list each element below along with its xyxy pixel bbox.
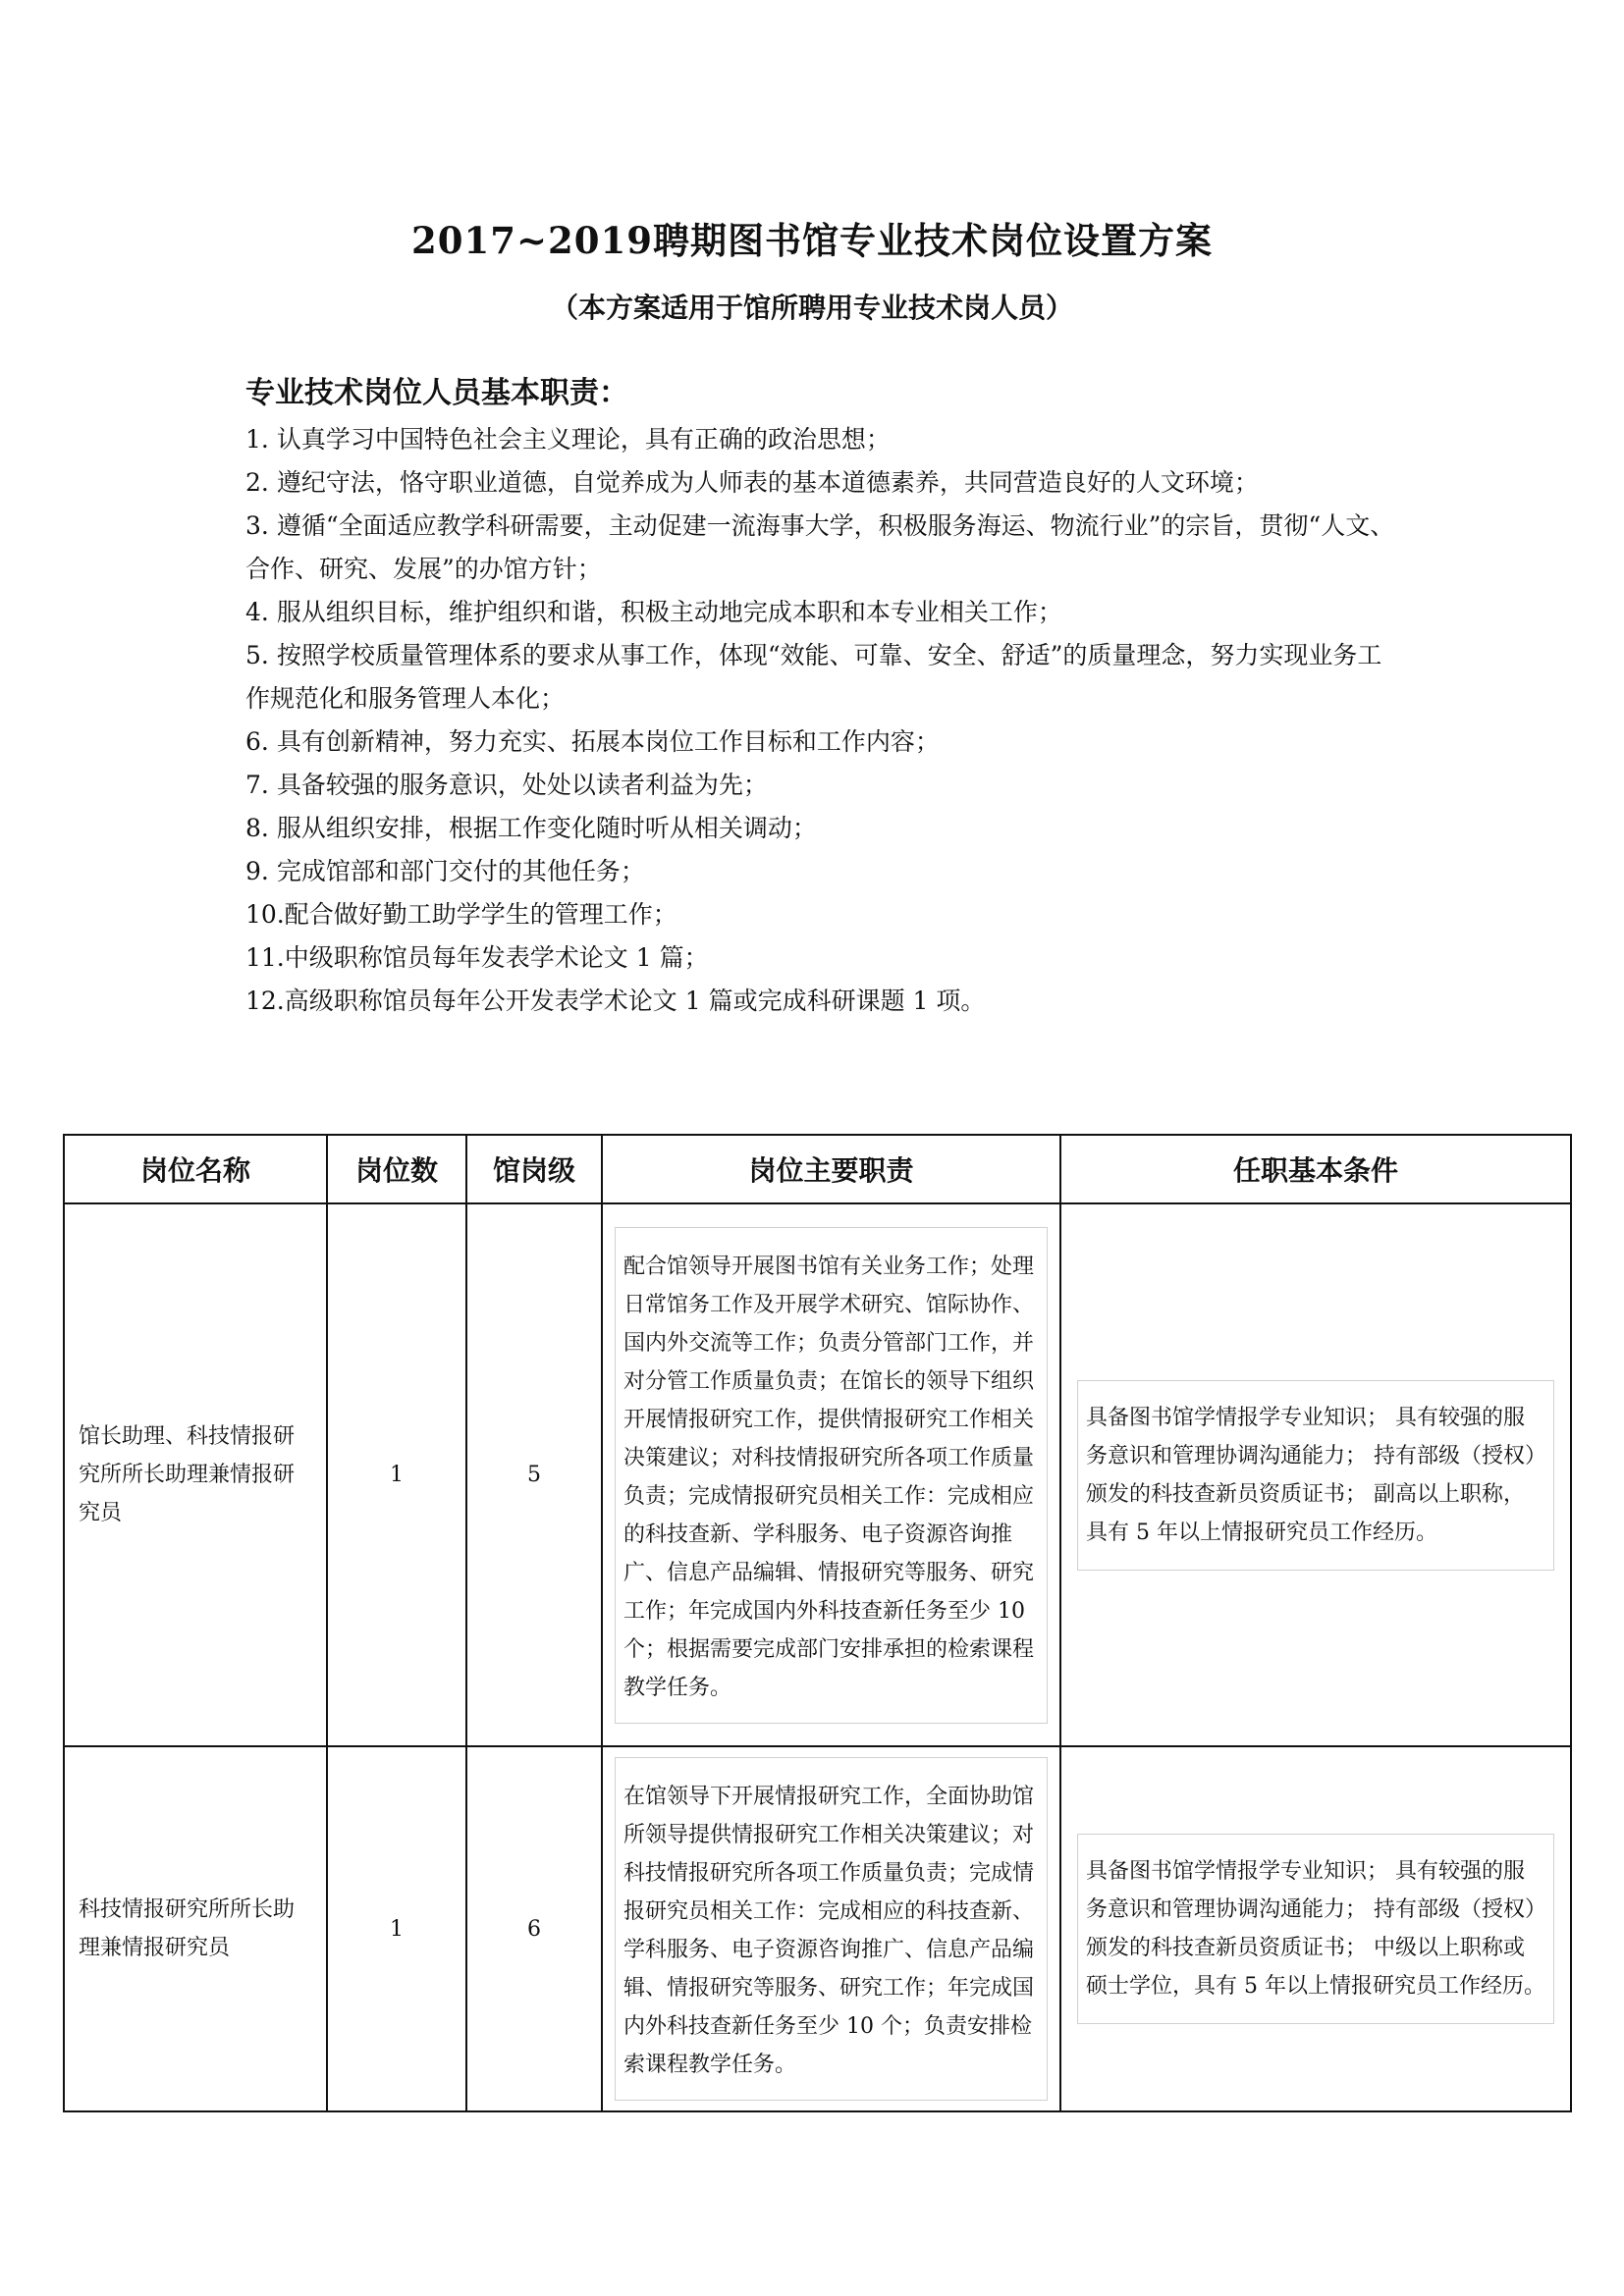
post-requirements-cell (1060, 1746, 1571, 2111)
post-grade-cell (466, 1203, 602, 1746)
duty-item (245, 980, 1404, 1023)
post-duty-cell (602, 1746, 1060, 2111)
post-count-cell (327, 1746, 466, 2111)
duty-text: 按照学校质量管理体系的要求从事工作，体现“效能、可靠、安全、舒适”的质量理念，努力实现业务工作规范化和服务管理人本化； (245, 641, 1382, 713)
duty-number: 10. (245, 900, 285, 929)
duty-text: 具备较强的服务意识，处处以读者利益为先； (276, 771, 768, 799)
duty-item (245, 850, 1404, 893)
duty-number: 7. (245, 771, 269, 799)
duty-item (245, 505, 1404, 591)
duty-item (245, 634, 1404, 721)
duty-number: 3. (245, 511, 269, 540)
duty-item (245, 418, 1404, 461)
post-requirements-text: 具备图书馆学情报学专业知识； 具有较强的服务意识和管理协调沟通能力； 持有部级（授权）颁发的科技查新员资质证书； 副高以上职称，具有 5 年以上情报研究员工作经历。 (1077, 1380, 1554, 1571)
post-duty-text: 在馆领导下开展情报研究工作，全面协助馆所领导提供情报研究工作相关决策建议；对科技情报研究所各项工作质量负责；完成情报研究员相关工作：完成相应的科技查新、学科服务、电子资源咨询推广、信息产品编辑、情报研究等服务、研究工作；年完成国内外科技查新任务至少 10 个；负责安排检索课程教学任务。 (615, 1757, 1048, 2101)
duty-text: 配合做好勤工助学学生的管理工作； (284, 900, 677, 929)
table-header-row (64, 1135, 1571, 1203)
duty-item (245, 721, 1404, 764)
post-grade-cell (466, 1746, 602, 2111)
duty-text: 遵循“全面适应教学科研需要，主动促建一流海事大学，积极服务海运、物流行业”的宗旨，贯彻“人文、合作、研究、发展”的办馆方针； (245, 511, 1395, 583)
table-row (64, 1203, 1571, 1746)
duty-text: 中级职称馆员每年发表学术论文 1 篇； (284, 943, 709, 972)
duty-number: 12. (245, 987, 285, 1015)
table-row (64, 1746, 1571, 2111)
duty-text: 服从组织安排，根据工作变化随时听从相关调动； (276, 814, 817, 842)
duty-number: 2. (245, 468, 269, 497)
post-count: 1 (390, 1916, 404, 1942)
post-requirements-cell (1060, 1203, 1571, 1746)
post-name: 馆长助理、科技情报研究所所长助理兼情报研究员 (79, 1424, 296, 1525)
duty-text: 完成馆部和部门交付的其他任务； (276, 857, 645, 885)
post-count: 1 (390, 1463, 404, 1487)
duty-number: 11. (245, 943, 285, 972)
post-table (63, 1134, 1572, 2112)
duty-text: 遵纪守法，恪守职业道德，自觉养成为人师表的基本道德素养，共同营造良好的人文环境； (276, 468, 1259, 497)
duty-text: 服从组织目标，维护组织和谐，积极主动地完成本职和本专业相关工作； (276, 598, 1062, 626)
post-duty-text: 配合馆领导开展图书馆有关业务工作；处理日常馆务工作及开展学术研究、馆际协作、国内外交流等工作；负责分管部门工作，并对分管工作质量负责；在馆长的领导下组织开展情报研究工作，提供情报研究工作相关决策建议；对科技情报研究所各项工作质量负责；完成情报研究员相关工作：完成相应的科技查新、学科服务、电子资源咨询推广、信息产品编辑、情报研究等服务、研究工作；年完成国内外科技查新任务至少 10 个；根据需要完成部门安排承担的检索课程教学任务。 (615, 1227, 1048, 1724)
page-title: 2017~2019聘期图书馆专业技术岗位设置方案 (411, 219, 1213, 262)
header-post-duty: 岗位主要职责 (602, 1135, 1060, 1203)
duty-text: 高级职称馆员每年公开发表学术论文 1 篇或完成科研课题 1 项。 (284, 987, 986, 1015)
duty-number: 6. (245, 727, 269, 756)
duty-number: 4. (245, 598, 269, 626)
duties-section (245, 371, 1404, 1023)
page-subtitle: （本方案适用于馆所聘用专业技术岗人员） (550, 292, 1073, 324)
duty-item (245, 936, 1404, 980)
duty-list (245, 418, 1404, 1023)
duty-item (245, 893, 1404, 936)
duty-item (245, 807, 1404, 850)
header-post-requirements: 任职基本条件 (1060, 1135, 1571, 1203)
post-name: 科技情报研究所所长助理兼情报研究员 (79, 1897, 296, 1960)
duties-heading: 专业技术岗位人员基本职责： (245, 376, 628, 410)
duty-number: 1. (245, 425, 269, 454)
post-name-cell (64, 1203, 327, 1746)
post-duty-cell (602, 1203, 1060, 1746)
header-post-count: 岗位数 (327, 1135, 466, 1203)
post-requirements-text: 具备图书馆学情报学专业知识； 具有较强的服务意识和管理协调沟通能力； 持有部级（授权）颁发的科技查新员资质证书； 中级以上职称或硕士学位，具有 5 年以上情报研究员工作经历。 (1077, 1834, 1554, 2024)
post-grade: 6 (527, 1916, 541, 1942)
duty-item (245, 591, 1404, 634)
duty-number: 5. (245, 641, 269, 669)
duty-text: 认真学习中国特色社会主义理论，具有正确的政治思想； (276, 425, 891, 454)
header-post-name: 岗位名称 (64, 1135, 327, 1203)
post-count-cell (327, 1203, 466, 1746)
post-grade: 5 (527, 1463, 541, 1487)
header-post-grade: 馆岗级 (466, 1135, 602, 1203)
duty-number: 9. (245, 857, 269, 885)
duty-number: 8. (245, 814, 269, 842)
post-name-cell (64, 1746, 327, 2111)
duty-item (245, 461, 1404, 505)
duty-item (245, 764, 1404, 807)
duty-text: 具有创新精神，努力充实、拓展本岗位工作目标和工作内容； (276, 727, 940, 756)
